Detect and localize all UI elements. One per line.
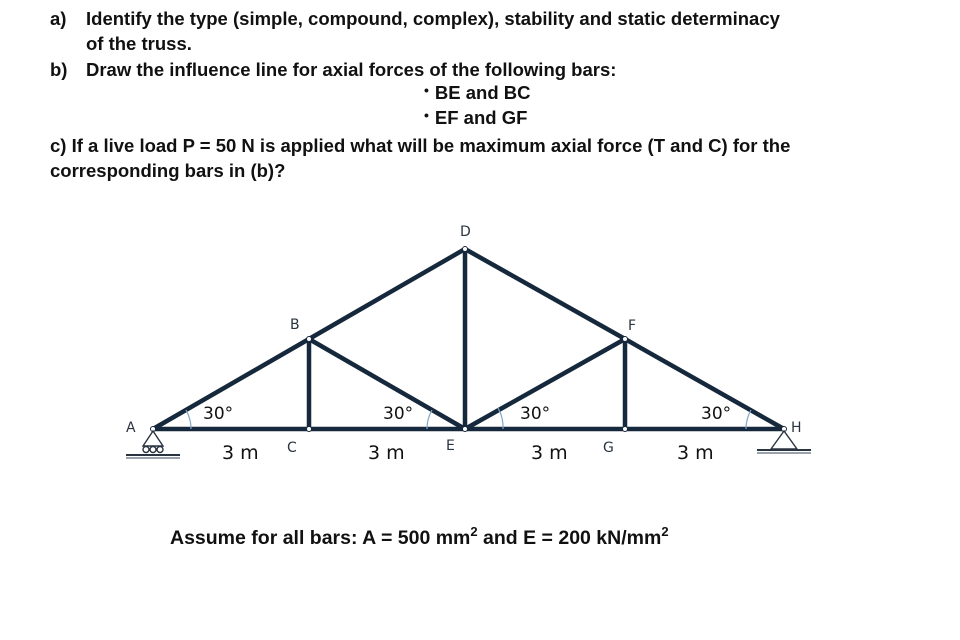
span-label-CE: 3 m <box>368 442 405 464</box>
joint-G <box>623 427 628 432</box>
question-a-line2: of the truss. <box>86 33 192 54</box>
truss-members <box>153 249 784 429</box>
span-label-GH: 3 m <box>677 442 714 464</box>
span-label-AC: 3 m <box>222 442 259 464</box>
question-c-line2: corresponding bars in (b)? <box>50 160 286 181</box>
joint-C <box>307 427 312 432</box>
bullet-text: BE and BC <box>434 82 531 103</box>
angle-arc-H <box>746 410 751 429</box>
assumption-prefix: Assume for all bars: A = 500 mm <box>170 527 471 549</box>
angle-label-E-left: 30° <box>383 404 414 424</box>
node-label-A: A <box>126 420 136 436</box>
node-label-F: F <box>628 318 637 334</box>
angle-label-A: 30° <box>203 404 234 424</box>
angle-arc-E-left <box>427 410 432 429</box>
question-b-label: b) <box>50 59 68 80</box>
angle-arc-A <box>186 410 191 429</box>
angle-label-E-right: 30° <box>520 404 551 424</box>
truss-joints <box>151 247 787 432</box>
assumption-sup-2: 2 <box>661 524 669 539</box>
node-label-E: E <box>446 438 455 454</box>
node-label-G: G <box>603 440 614 456</box>
assumption-middle: and E = 200 kN/mm <box>477 527 662 549</box>
bullet-text: EF and GF <box>434 107 528 128</box>
joint-E <box>463 427 468 432</box>
node-label-B: B <box>290 317 300 333</box>
material-assumption <box>170 524 669 550</box>
span-label-EG: 3 m <box>531 442 568 464</box>
bullet-dot-icon: • <box>424 107 429 123</box>
node-label-H: H <box>791 420 802 436</box>
bullet-dot-icon: • <box>424 82 429 98</box>
joint-B <box>307 337 312 342</box>
node-label-C: C <box>287 440 297 456</box>
member-DF <box>465 249 625 339</box>
joint-F <box>623 337 628 342</box>
assumption-sup-1: 2 <box>470 524 478 539</box>
pin-support-icon <box>757 431 811 453</box>
node-label-D: D <box>460 224 471 240</box>
angle-label-H: 30° <box>701 404 732 424</box>
joint-D <box>463 247 468 252</box>
member-BD <box>309 249 465 339</box>
question-a-text: Identify the type (simple, compound, complex), stability and static determinacy <box>86 8 780 29</box>
question-a-label: a) <box>50 8 67 29</box>
question-c-line1: c) If a live load P = 50 N is applied what will be maximum axial force (T and C) for the <box>50 135 791 156</box>
question-b-text: Draw the influence line for axial forces of the following bars: <box>86 59 617 80</box>
